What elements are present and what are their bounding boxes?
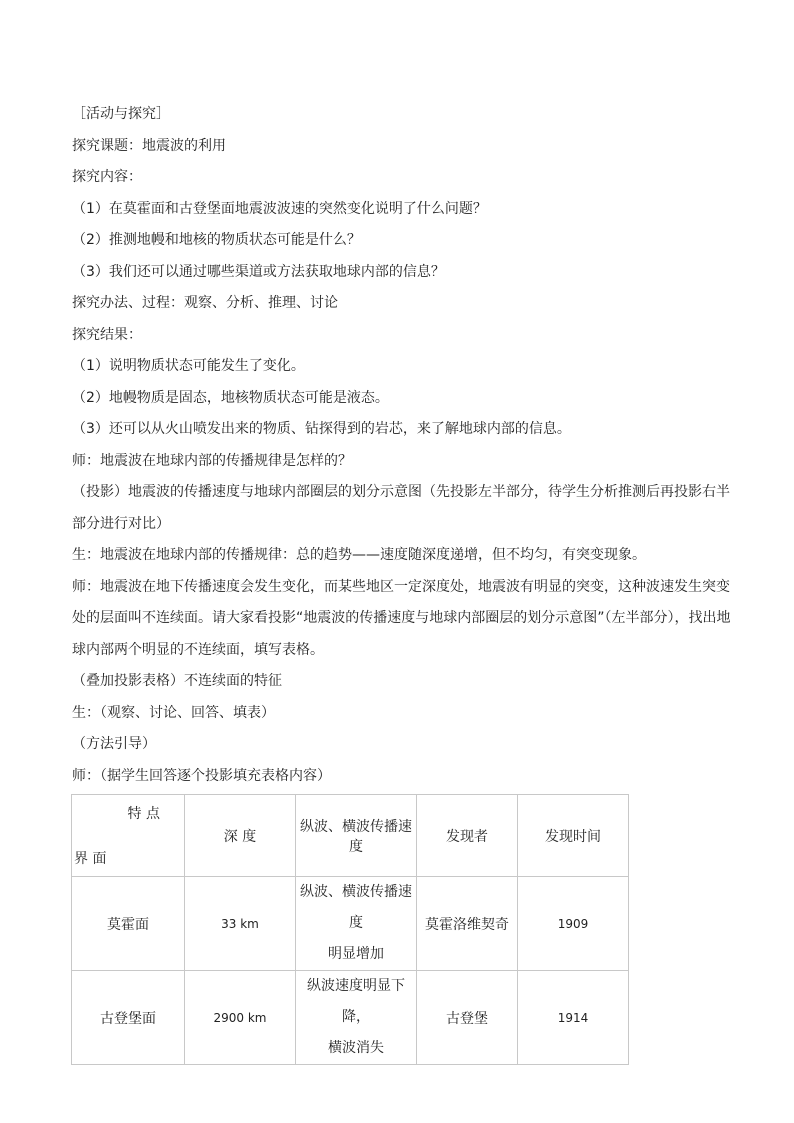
row-year: 1914 [518,971,629,1065]
row-discoverer: 莫霍洛维契奇 [417,877,518,971]
inquiry-topic: 探究课题：地震波的利用 [72,137,226,154]
header-feature-label: 特 点 [127,806,160,822]
question-3: （3）我们还可以通过哪些渠道或方法获取地球内部的信息？ [72,263,445,280]
row-discoverer: 古登堡 [417,971,518,1065]
student-activity: 生：（观察、讨论、回答、填表） [72,704,275,721]
result-1: （1）说明物质状态可能发生了变化。 [72,358,305,374]
row-speed-line2: 横波消失 [328,1040,384,1056]
question-2: （2）推测地幔和地核的物质状态可能是什么？ [72,232,361,248]
row-speed [296,971,417,1065]
discontinuity-table [71,794,629,1065]
document-body [72,99,732,792]
header-depth: 深 度 [185,795,296,877]
question-1: （1）在莫霍面和古登堡面地震波波速的突然变化说明了什么问题？ [72,200,487,217]
table-row [72,971,629,1065]
inquiry-method: 探究办法、过程：观察、分析、推理、讨论 [72,295,338,311]
inquiry-result-label: 探究结果： [72,326,142,343]
header-discoverer: 发现者 [417,795,518,877]
row-speed [296,877,417,971]
table-header-row [72,795,629,877]
teacher-explanation: 师：地震波在地下传播速度会发生变化，而某些地区一定深度处，地震波有明显的突变，这种波速发生突变处的层面叫不连续面。请大家看投影“地震波的传播速度与地球内部圈层的划分示意图”（左半部分），找出地球内部两个明显的不连续面，填写表格。 [72,578,731,658]
row-year: 1909 [518,877,629,971]
projection-paragraph: （投影）地震波的传播速度与地球内部圈层的划分示意图（先投影左半部分，待学生分析推测后再投影右半部分进行对比） [72,484,730,532]
header-interface-label: 界 面 [74,851,107,867]
result-3: （3）还可以从火山喷发出来的物质、钻探得到的岩芯，来了解地球内部的信息。 [72,421,571,437]
row-speed-line1: 纵波、横波传播速度 [300,884,412,931]
row-depth: 33 km [185,877,296,971]
teacher-question: 师：地震波在地球内部的传播规律是怎样的？ [72,452,352,469]
overlay-table-note: （叠加投影表格）不连续面的特征 [72,673,282,689]
activity-heading: ［活动与探究］ [72,106,170,122]
row-depth: 2900 km [185,971,296,1065]
row-speed-line1: 纵波速度明显下降， [307,978,405,1025]
header-diagonal-cell [72,795,185,877]
inquiry-content-label: 探究内容： [72,169,142,185]
table-row [72,877,629,971]
method-guide: （方法引导） [72,736,156,752]
row-speed-line2: 明显增加 [328,946,384,962]
student-answer-1: 生：地震波在地球内部的传播规律：总的趋势——速度随深度递增，但不均匀，有突变现象。 [72,547,646,563]
result-2: （2）地幔物质是固态，地核物质状态可能是液态。 [72,389,389,406]
header-speed: 纵波、横波传播速度 [296,795,417,877]
teacher-fill-table: 师：（据学生回答逐个投影填充表格内容） [72,767,331,784]
row-interface-name: 古登堡面 [72,971,185,1065]
header-year: 发现时间 [518,795,629,877]
row-interface-name: 莫霍面 [72,877,185,971]
